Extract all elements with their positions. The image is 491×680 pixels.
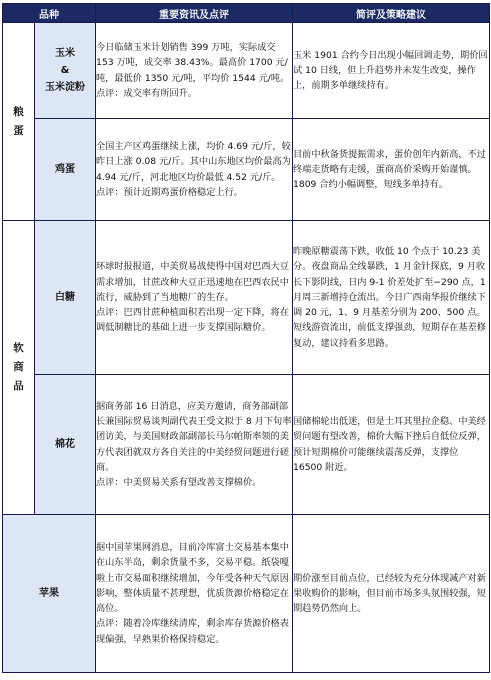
news-corn-text: 今日临储玉米计划销售 399 万吨，实际成交 153 万吨，成交率 38.43%。最高价 1700 元/吨，最低价 1350 元/吨，平均价 1544 元/吨。: [96, 42, 290, 84]
variety-corn: [35, 23, 96, 119]
sector-grain-char-1: 粮: [13, 105, 24, 118]
variety-corn-line-1: 玉米: [55, 48, 75, 59]
sector-soft-char-2: 商: [13, 361, 24, 373]
variety-egg: [35, 119, 96, 221]
sector-grain-egg: [3, 23, 35, 221]
table-row-corn: [3, 23, 490, 119]
commodity-report-table: [2, 3, 490, 673]
table-row-egg: [3, 119, 490, 221]
variety-cotton-line-1: 棉花: [55, 439, 75, 450]
variety-egg-line-1: 鸡蛋: [55, 164, 75, 175]
news-corn: [96, 23, 293, 119]
news-egg: [96, 119, 293, 221]
strategy-sugar: 昨晚原糖震荡下跌，收低 10 个点于 10.23 美分。夜盘商品全线暴跌，1 月金针探底，9 月收长下影阴线，日内 9-1 价差处扩至−290 点，1 月周三新增持仓流出。今日广西南华报价继续下调 20 元，1、9 月基差分别为 200、500 点。短线游资流出，前低支撑强劲，短期存在基差修复动，建议持看多思路。: [293, 221, 490, 375]
sector-soft-commodities: [3, 221, 35, 515]
header-news: 重要资讯及点评: [96, 4, 293, 23]
table-header-row: [3, 4, 490, 23]
news-sugar-comment: 点评：巴西甘蔗种植面积若出现一定下降，将在调低制糖比的基础上进一步支撑国际糖价。: [96, 307, 289, 334]
sector-soft-char-1: 软: [13, 342, 24, 354]
table-row-sugar: [3, 221, 490, 375]
strategy-corn: 玉米 1901 合约今日出现小幅回调走势，期价回试 10 日线，但上升趋势并未发生改变，操作上，前期多单继续持有。: [293, 23, 490, 119]
variety-cotton: [35, 375, 96, 515]
news-corn-comment: 点评：成交率有所回升。: [96, 87, 198, 99]
variety-sugar: [35, 221, 96, 375]
strategy-apple: 期价涨至目前点位，已经较为充分体现减产对新果收购价的影响，但目前市场多头氛围较强，短期趋势仍然向上。: [293, 515, 490, 673]
news-apple: [96, 515, 293, 673]
variety-corn-line-3: 玉米淀粉: [45, 82, 85, 93]
news-apple-text: 据中国苹果网消息，目前冷库富士交易基本集中在山东半岛，剩余货量不多，交易平稳。纸袋嘎啦上市交易面积继续增加，今年受各种天气原因影响，整体质量不甚理想，优质货源价格稳定在高位。: [96, 542, 289, 615]
header-strategy: 简评及策略建议: [293, 4, 490, 23]
strategy-egg: 目前中秋备货提振需求，蛋价创年内新高，不过终端走货略有走缓，蛋商高价采购开始谨慎。1809 合约小幅调整，短线多单持有。: [293, 119, 490, 221]
sector-grain-char-2: 蛋: [13, 124, 24, 137]
news-cotton-comment: 点评：中美贸易关系有望改善支撑棉价。: [96, 476, 262, 488]
news-sugar-text: 环球时报报道，中美贸易战使得中国对巴西大豆需求增加，甘蔗改种大豆正迅速地在巴西农民中流行，威胁到了当地糖厂的生存。: [96, 261, 289, 303]
variety-corn-line-2: &: [60, 65, 70, 76]
header-category: 品种: [3, 4, 96, 23]
variety-apple-line-1: 苹果: [39, 588, 59, 599]
table-row-apple: [3, 515, 490, 673]
news-cotton-text: 据商务部 16 日消息，应美方邀请，商务部副部长兼国际贸易谈判副代表王受文拟于 8 月下旬率团访美，与美国财政部副部长马尔帕斯率领的美方代表团就双方各自关注的中美经贸问题进行磋商。: [96, 400, 292, 473]
news-apple-comment: 点评：随着冷库继续清库，剩余库存货源价格表现偏强，早熟果价格保持稳定。: [96, 618, 289, 645]
news-egg-text: 全国主产区鸡蛋继续上涨，均价 4.69 元/斤，较昨日上涨 0.08 元/斤。其中山东地区均价最高为 4.94 元/斤，河北地区均价最低 4.52 元/斤。: [96, 141, 291, 183]
variety-apple: [3, 515, 96, 673]
sector-soft-char-3: 品: [13, 380, 24, 392]
strategy-cotton: 国储棉轮出低迷，但是土耳其里拉企稳、中美经贸问题有望改善，棉价大幅下挫后自低位反弹，预计短期棉价可能继续震荡反弹，支撑位 16500 附近。: [293, 375, 490, 515]
table-row-cotton: [3, 375, 490, 515]
variety-sugar-line-1: 白糖: [55, 292, 75, 303]
news-sugar: [96, 221, 293, 375]
news-cotton: [96, 375, 293, 515]
news-egg-comment: 点评：预计近期鸡蛋价格稳定上行。: [96, 186, 243, 198]
